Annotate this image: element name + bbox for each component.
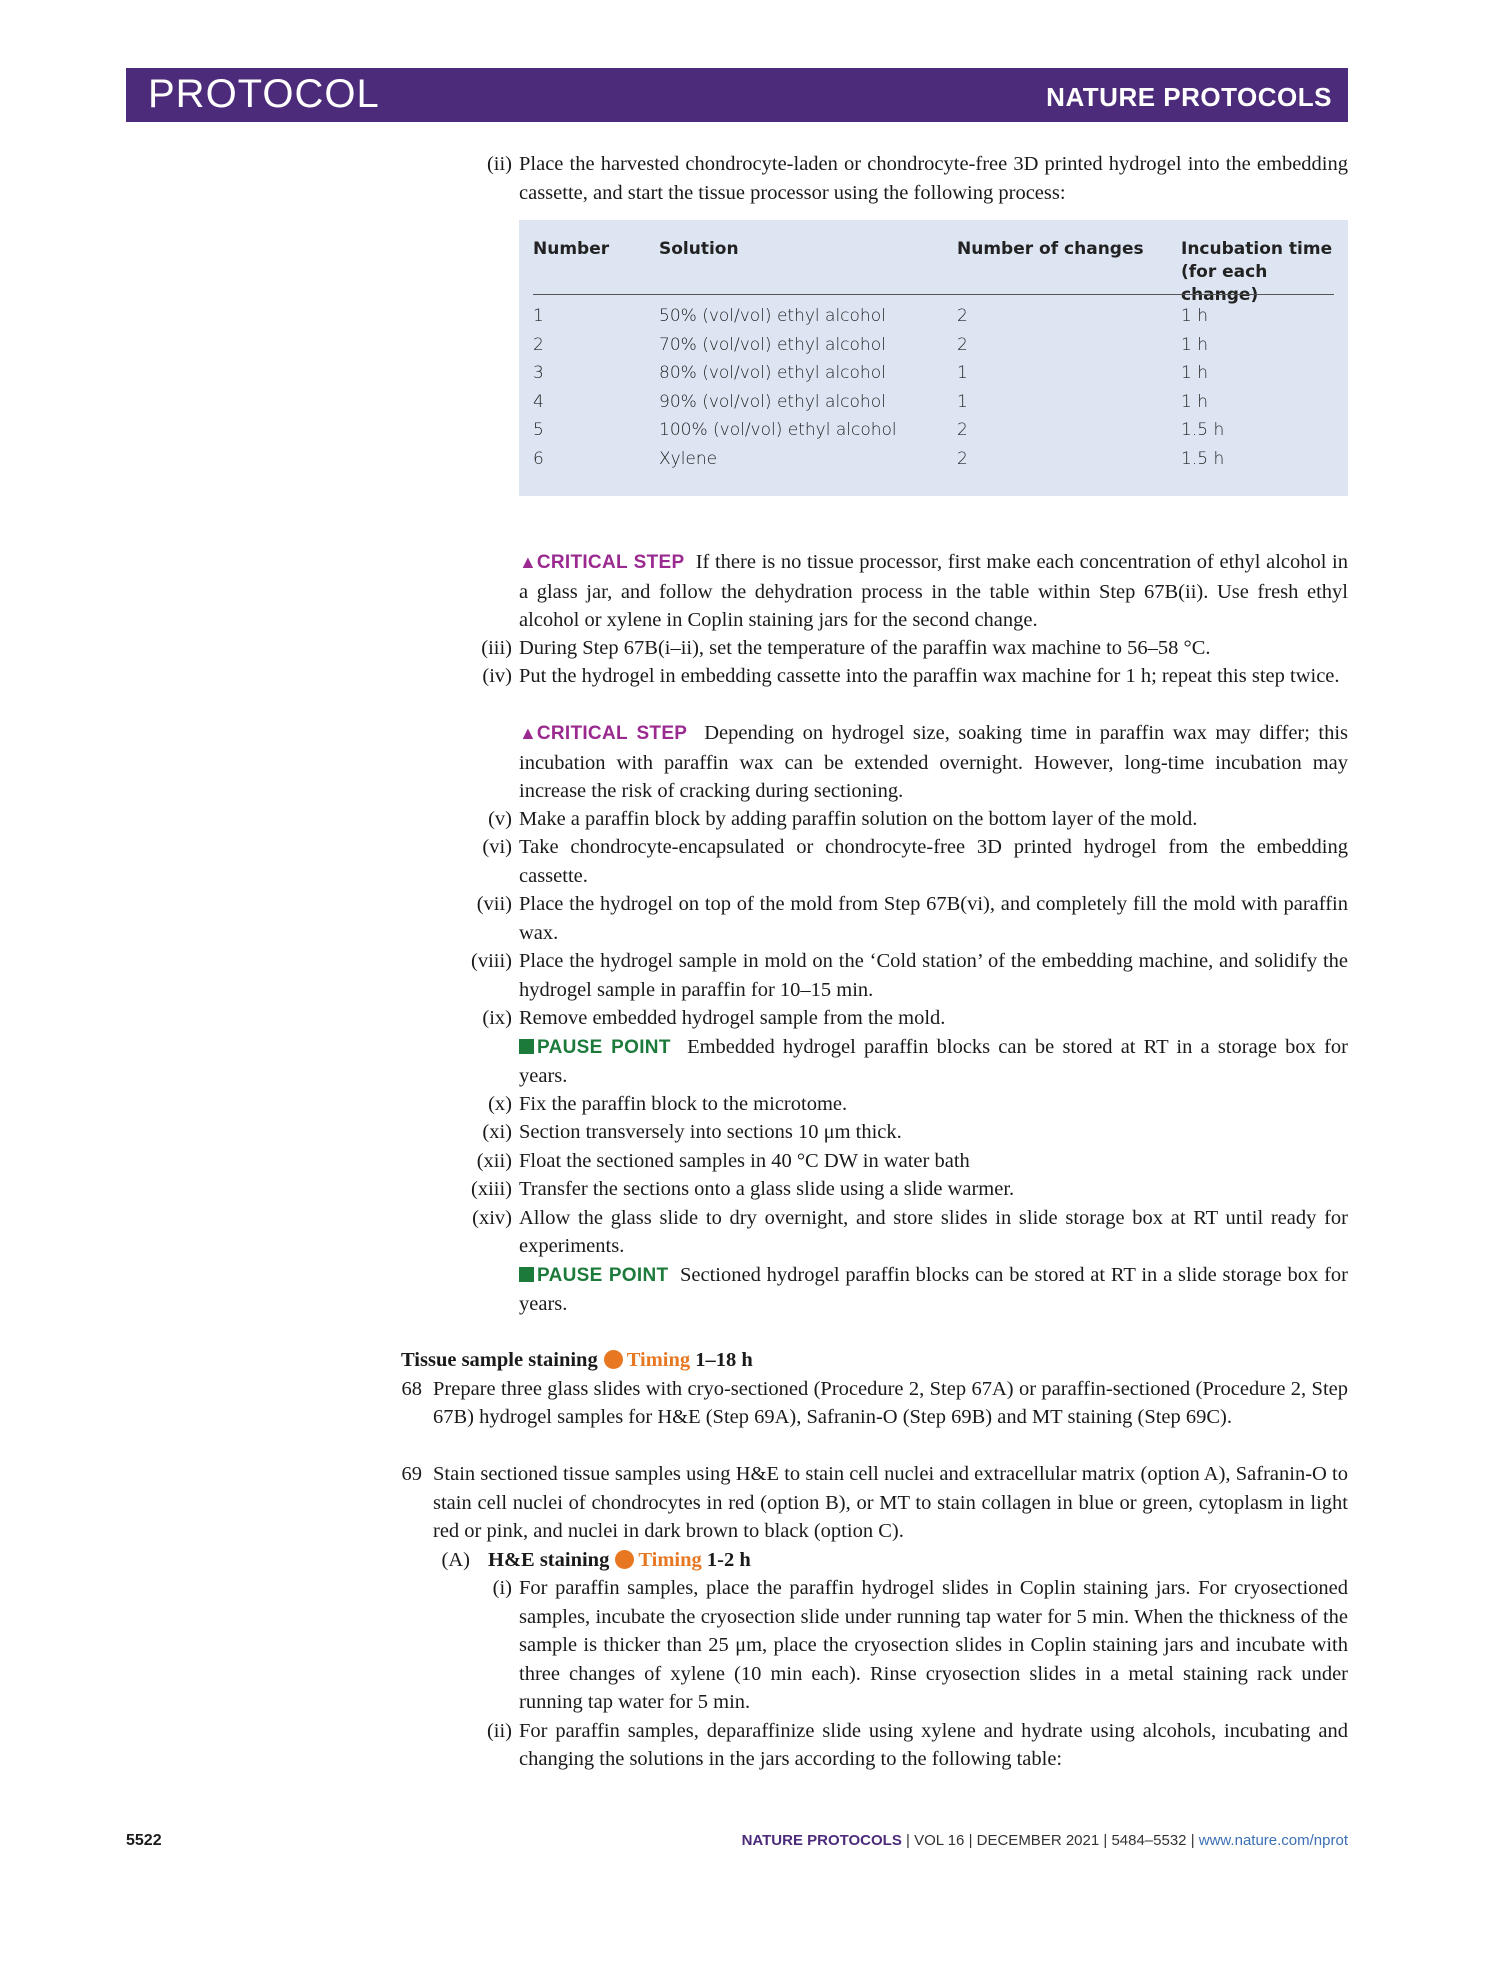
- header-banner: [126, 68, 1348, 122]
- table-cell: 2: [957, 306, 968, 326]
- step-number: (xii): [476, 1149, 512, 1172]
- pause-square-icon: [519, 1267, 534, 1282]
- footer-link[interactable]: www.nature.com/nprot: [1198, 1832, 1348, 1849]
- section-heading: [401, 1346, 753, 1375]
- step-text: Place the harvested chondrocyte-laden or chondrocyte-free 3D printed hydrogel into the embedding cassette, and start the tissue processor using the following process:: [519, 153, 1348, 204]
- table-cell: 5: [533, 420, 544, 440]
- pause-point-note: [519, 1033, 1348, 1091]
- table-cell: 1.5 h: [1181, 420, 1225, 440]
- table-header: Solution: [659, 239, 739, 259]
- pause-square-icon: [519, 1039, 534, 1054]
- page-number: 5522: [126, 1832, 162, 1849]
- table-cell: 6: [533, 448, 544, 469]
- step-number: (v): [488, 807, 512, 830]
- table-cell: Xylene: [659, 448, 718, 469]
- step-text: Stain sectioned tissue samples using H&E to stain cell nuclei and extracellular matrix (option A), Safranin-O to stain cell nuclei of chondrocytes in red (option B), or MT to stain collagen in blue or green, cytoplasm in light red or pink, and nuclei in dark brown to black (option C).: [433, 1463, 1348, 1542]
- table-header: Number of changes: [957, 239, 1144, 259]
- journal-name: NATURE PROTOCOLS: [1046, 82, 1332, 112]
- step-text: For paraffin samples, place the paraffin hydrogel slides in Coplin staining jars. For cryosectioned samples, incubate the cryosection slide under running tap water for 5 min. When the thickness of the sample is thicker than 25 μm, place the cryosection slides in Coplin staining jars and incubate with three changes of xylene (10 min each). Rinse cryosection slides in a metal staining rack under running tap water for 5 min.: [519, 1577, 1348, 1713]
- step-text: Transfer the sections onto a glass slide using a slide warmer.: [519, 1178, 1015, 1200]
- critical-step-note: [519, 719, 1348, 806]
- timing-dot-icon: [604, 1350, 623, 1369]
- table-cell: 80% (vol/vol) ethyl alcohol: [659, 363, 886, 383]
- table-cell: 3: [533, 363, 544, 383]
- step-text: Put the hydrogel in embedding cassette into the paraffin wax machine for 1 h; repeat this step twice.: [519, 665, 1340, 687]
- step-number: (iv): [482, 665, 512, 687]
- step-text: Make a paraffin block by adding paraffin solution on the bottom layer of the mold.: [519, 807, 1198, 830]
- footer-date: DECEMBER 2021: [976, 1832, 1100, 1849]
- step-text: Fix the paraffin block to the microtome.: [519, 1092, 848, 1115]
- table-cell: 90% (vol/vol) ethyl alcohol: [659, 391, 886, 412]
- table-cell: 2: [957, 334, 968, 355]
- step-text: Remove embedded hydrogel sample from the mold.: [519, 1007, 946, 1029]
- step-number: (iii): [481, 636, 512, 659]
- step-text: Place the hydrogel on top of the mold from Step 67B(vi), and completely fill the mold with paraffin wax.: [519, 893, 1348, 944]
- timing-dot-icon: [615, 1550, 634, 1569]
- warning-triangle-icon: ▲: [519, 552, 537, 572]
- table-cell: 1 h: [1181, 391, 1208, 412]
- step-text: Section transversely into sections 10 μm thick.: [519, 1121, 902, 1143]
- subsection-title: H&E staining: [488, 1548, 610, 1571]
- critical-step-text: Depending on hydrogel size, soaking time in paraffin wax may differ; this incubation with paraffin wax can be extended overnight. However, long-time incubation may increase the risk of cracking during sectioning.: [519, 722, 1349, 802]
- dehydration-table: [519, 220, 1348, 496]
- section-title: Tissue sample staining: [401, 1349, 598, 1371]
- step-text: During Step 67B(i–ii), set the temperature of the paraffin wax machine to 56–58 °C.: [519, 636, 1211, 659]
- table-header: Incubation time (for each change): [1181, 239, 1333, 305]
- pause-point-label: PAUSE POINT: [537, 1036, 671, 1058]
- step-number: (viii): [471, 950, 512, 972]
- pause-point-text: Sectioned hydrogel paraffin blocks can be stored at RT in a slide storage box for years.: [519, 1263, 1348, 1315]
- table-header: Number: [533, 239, 610, 259]
- table-rule: [533, 294, 1334, 295]
- step-number: (x): [488, 1092, 512, 1115]
- footer-citation: NATURE PROTOCOLS | VOL 16 | DECEMBER 2021 | 5484–5532 | www.nature.com/nprot: [741, 1832, 1348, 1849]
- step-number: (xiii): [471, 1178, 512, 1200]
- critical-step-text: If there is no tissue processor, first make each concentration of ethyl alcohol in a glass jar, and follow the dehydration process in the table within Step 67B(ii). Use fresh ethyl alcohol or xylene in Coplin staining jars for the second change.: [519, 551, 1349, 631]
- section-label: PROTOCOL: [148, 72, 380, 116]
- table-cell: 4: [533, 391, 544, 412]
- step-number: (i): [492, 1577, 512, 1599]
- step-number: (ii): [486, 1719, 512, 1742]
- table-cell: 1 h: [1181, 334, 1208, 355]
- table-cell: 2: [957, 448, 968, 469]
- pause-point-note: [519, 1261, 1348, 1319]
- step-text: Prepare three glass slides with cryo-sectioned (Procedure 2, Step 67A) or paraffin-sectioned (Procedure 2, Step 67B) hydrogel samples for H&E (Step 69A), Safranin-O (Step 69B) and MT staining (Step 69C).: [433, 1377, 1348, 1428]
- table-cell: 1: [957, 391, 968, 412]
- step-text: Float the sectioned samples in 40 °C DW in water bath: [519, 1149, 970, 1172]
- critical-step-label: CRITICAL STEP: [536, 723, 688, 744]
- critical-step-label: CRITICAL STEP: [536, 552, 685, 573]
- step-number: (xi): [482, 1121, 512, 1143]
- table-cell: 2: [957, 420, 968, 440]
- timing-label: Timing: [626, 1349, 691, 1371]
- pause-point-label: PAUSE POINT: [537, 1264, 669, 1286]
- critical-step-note: [519, 548, 1348, 635]
- table-cell: 100% (vol/vol) ethyl alcohol: [659, 420, 897, 440]
- table-cell: 1 h: [1181, 363, 1208, 383]
- option-label: (A): [441, 1548, 470, 1571]
- pause-point-text: Embedded hydrogel paraffin blocks can be stored at RT in a storage box for years.: [519, 1035, 1349, 1087]
- step-number: 68: [401, 1377, 422, 1400]
- table-cell: 50% (vol/vol) ethyl alcohol: [659, 306, 886, 326]
- timing-value: 1-2 h: [706, 1548, 751, 1571]
- step-number: (ix): [482, 1007, 512, 1029]
- table-cell: 1 h: [1181, 306, 1208, 326]
- step-text: Take chondrocyte-encapsulated or chondrocyte-free 3D printed hydrogel from the embedding cassette.: [519, 836, 1348, 887]
- step-text: For paraffin samples, deparaffinize slide using xylene and hydrate using alcohols, incubating and changing the solutions in the jars according to the following table:: [519, 1719, 1348, 1770]
- table-cell: 2: [533, 334, 544, 355]
- step-number: (vi): [482, 836, 512, 858]
- footer-volume: VOL 16: [914, 1832, 965, 1849]
- table-cell: 70% (vol/vol) ethyl alcohol: [659, 334, 886, 355]
- step-text: Place the hydrogel sample in mold on the ‘Cold station’ of the embedding machine, and solidify the hydrogel sample in paraffin for 10–15 min.: [519, 950, 1348, 1001]
- step-number: (xiv): [472, 1206, 512, 1229]
- step-text: Allow the glass slide to dry overnight, and store slides in slide storage box at RT until ready for experiments.: [519, 1206, 1348, 1257]
- footer-pages: 5484–5532: [1111, 1832, 1187, 1849]
- footer-journal: NATURE PROTOCOLS: [741, 1832, 902, 1849]
- table-cell: 1: [957, 363, 968, 383]
- warning-triangle-icon: ▲: [519, 723, 537, 743]
- step-number: (vii): [476, 893, 512, 915]
- table-cell: 1: [533, 306, 544, 326]
- step-number: (ii): [486, 153, 512, 175]
- subsection-heading: [488, 1546, 751, 1575]
- timing-value: 1–18 h: [695, 1349, 753, 1371]
- step-number: 69: [401, 1463, 422, 1485]
- table-cell: 1.5 h: [1181, 448, 1225, 469]
- timing-label: Timing: [638, 1548, 702, 1571]
